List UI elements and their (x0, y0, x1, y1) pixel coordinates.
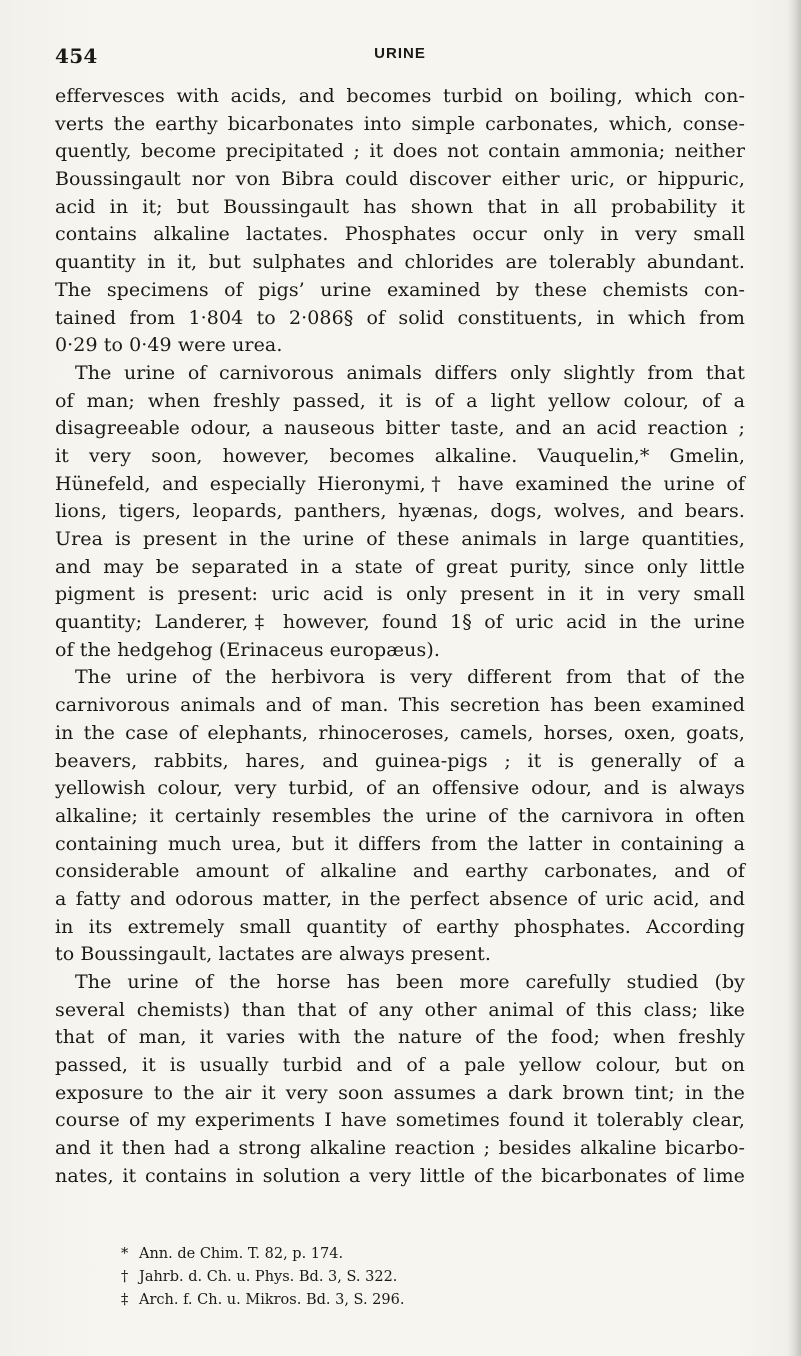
text-line: Urea is present in the urine of these animals in large quantities, (55, 528, 745, 550)
footnote-item (121, 1243, 641, 1266)
paragraph-herbivora-urine (55, 664, 745, 969)
text-line: of man; when freshly passed, it is of a light yellow colour, of a (55, 389, 745, 412)
paragraph-pigs-urine (55, 83, 745, 360)
text-line: to Boussingault, lactates are always present. (55, 943, 491, 966)
text-line: containing much urea, but it differs from the latter in containing a (55, 832, 745, 855)
footnote-marker: * (121, 1246, 129, 1262)
text-line: nates, it contains in solution a very little of the bicarbonates of lime (55, 1164, 745, 1187)
text-line: beavers, rabbits, hares, and guinea-pigs ; it is generally of a (55, 749, 745, 772)
text-line: that of man, it varies with the nature of the food; when freshly (55, 1026, 745, 1049)
page-edge-shadow (787, 0, 801, 1356)
text-line: quantity; Landerer,‡ however, found 1§ of uric acid in the urine (55, 611, 745, 634)
text-line: several chemists) than that of any other animal of this class; like (55, 998, 745, 1021)
text-line: course of my experiments I have sometimes found it tolerably clear, (55, 1109, 745, 1132)
text-line: exposure to the air it very soon assumes a dark brown tint; in the (55, 1081, 745, 1104)
text-line: contains alkaline lactates. Phosphates occur only in very small (55, 223, 745, 246)
text-line: disagreeable odour, a nauseous bitter taste, and an acid reaction ; (55, 417, 745, 440)
footnotes (121, 1243, 641, 1312)
text-line: Hünefeld, and especially Hieronymi,† have examined the urine of (55, 472, 745, 495)
footnote-text: Arch. f. Ch. u. Mikros. Bd. 3, S. 296. (139, 1292, 405, 1308)
footnote-item (121, 1266, 641, 1289)
text-line: The specimens of pigs’ urine examined by these chemists con- (55, 278, 745, 301)
text-line: a fatty and odorous matter, in the perfect absence of uric acid, and (55, 887, 745, 910)
text-line: tained from 1·804 to 2·086§ of solid constituents, in which from (55, 306, 745, 329)
text-line: quently, become precipitated ; it does not contain ammonia; neither (55, 140, 745, 163)
text-line: yellowish colour, very turbid, of an offensive odour, and is always (55, 777, 745, 800)
text-line: The urine of carnivorous animals differs only slightly from that (75, 361, 745, 384)
text-line: and may be separated in a state of great purity, since only little (55, 555, 745, 578)
running-head: URINE (374, 45, 426, 62)
text-line: The urine of the horse has been more carefully studied (by (75, 971, 745, 993)
text-line: lions, tigers, leopards, panthers, hyænas, dogs, wolves, and bears. (55, 500, 745, 523)
footnote-marker: † (121, 1269, 129, 1285)
paragraph-horse-urine (55, 969, 745, 1191)
footnote-text: Jahrb. d. Ch. u. Phys. Bd. 3, S. 322. (139, 1269, 398, 1285)
text-line: pigment is present: uric acid is only present in it in very small (55, 583, 745, 606)
text-line: in its extremely small quantity of earthy phosphates. According (55, 915, 745, 938)
text-line: carnivorous animals and of man. This secretion has been examined (55, 694, 745, 717)
text-line: of the hedgehog (Erinaceus europæus). (55, 638, 440, 661)
text-line: alkaline; it certainly resembles the urine of the carnivora in often (55, 804, 745, 827)
text-line: passed, it is usually turbid and of a pale yellow colour, but on (55, 1054, 745, 1077)
footnote-text: Ann. de Chim. T. 82, p. 174. (139, 1246, 344, 1262)
text-line: quantity in it, but sulphates and chlorides are tolerably abundant. (55, 251, 745, 274)
body-text (55, 83, 745, 1191)
text-line: considerable amount of alkaline and earthy carbonates, and of (55, 860, 745, 883)
page-number: 454 (55, 44, 98, 68)
text-line: 0·29 to 0·49 were urea. (55, 334, 283, 357)
text-line: and it then had a strong alkaline reaction ; besides alkaline bicarbo- (55, 1137, 745, 1160)
text-line: it very soon, however, becomes alkaline. Vauquelin,* Gmelin, (55, 444, 745, 467)
text-line: The urine of the herbivora is very different from that of the (75, 666, 745, 689)
text-line: Boussingault nor von Bibra could discover either uric, or hippuric, (55, 168, 745, 191)
text-line: acid in it; but Boussingault has shown that in all probability it (55, 195, 745, 218)
text-line: in the case of elephants, rhinoceroses, camels, horses, oxen, goats, (55, 721, 745, 744)
text-line: effervesces with acids, and becomes turbid on boiling, which con- (55, 85, 745, 107)
text-line: verts the earthy bicarbonates into simple carbonates, which, conse- (55, 112, 745, 135)
footnote-item (121, 1289, 641, 1312)
paragraph-carnivorous-urine (55, 360, 745, 665)
page-header (55, 44, 745, 70)
footnote-marker: ‡ (121, 1292, 129, 1308)
